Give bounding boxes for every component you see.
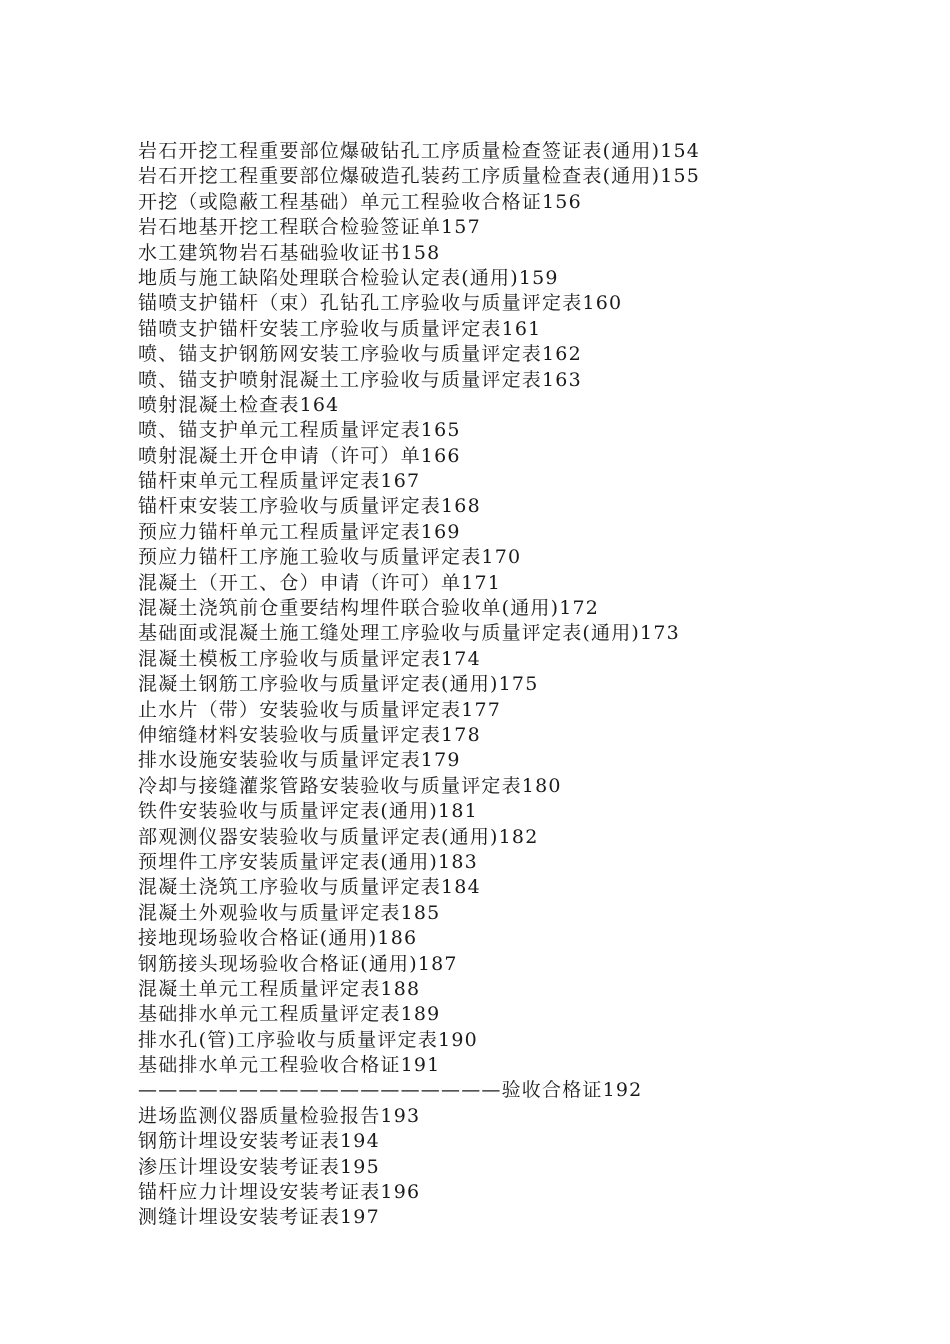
toc-entry: 岩石开挖工程重要部位爆破钻孔工序质量检查签证表(通用)154: [138, 140, 701, 162]
toc-entry: 地质与施工缺陷处理联合检验认定表(通用)159: [138, 266, 559, 289]
toc-entry: 混凝土外观验收与质量评定表185: [138, 901, 441, 924]
toc-entry: 钢筋接头现场验收合格证(通用)187: [138, 952, 458, 975]
toc-entry: 钢筋计埋设安装考证表194: [138, 1130, 380, 1153]
toc-entry: 喷射混凝土检查表164: [138, 393, 340, 416]
toc-entry: 喷、锚支护单元工程质量评定表165: [138, 419, 461, 442]
toc-entry: 伸缩缝材料安装验收与质量评定表178: [138, 723, 481, 746]
toc-entry: 铁件安装验收与质量评定表(通用)181: [138, 800, 478, 823]
toc-entry: 喷射混凝土开仓申请（许可）单166: [138, 444, 461, 467]
toc-entry: 锚喷支护锚杆安装工序验收与质量评定表161: [138, 317, 542, 340]
toc-entry: 锚杆束安装工序验收与质量评定表168: [138, 495, 481, 518]
toc-entry: 测缝计埋设安装考证表197: [138, 1206, 380, 1229]
toc-entry: 排水孔(管)工序验收与质量评定表190: [138, 1028, 478, 1051]
toc-entry: 部观测仪器安装验收与质量评定表(通用)182: [138, 825, 539, 848]
toc-entry: 混凝土模板工序验收与质量评定表174: [138, 647, 481, 670]
toc-entry: 排水设施安装验收与质量评定表179: [138, 749, 461, 772]
toc-entry: 混凝土浇筑前仓重要结构埋件联合验收单(通用)172: [138, 597, 600, 620]
toc-entry: 冷却与接缝灌浆管路安装验收与质量评定表180: [138, 774, 562, 797]
toc-entry: 预埋件工序安装质量评定表(通用)183: [138, 850, 478, 873]
table-of-contents: [138, 139, 928, 1231]
toc-entry: 混凝土单元工程质量评定表188: [138, 977, 421, 1000]
toc-entry: 渗压计埋设安装考证表195: [138, 1155, 380, 1178]
toc-entry: 止水片（带）安装验收与质量评定表177: [138, 698, 502, 721]
toc-entry: 开挖（或隐蔽工程基础）单元工程验收合格证156: [138, 190, 582, 213]
toc-entry: 预应力锚杆单元工程质量评定表169: [138, 520, 461, 543]
toc-entry: 混凝土（开工、仓）申请（许可）单171: [138, 571, 502, 594]
toc-entry: 基础面或混凝土施工缝处理工序验收与质量评定表(通用)173: [138, 622, 680, 645]
toc-entry: 基础排水单元工程验收合格证191: [138, 1054, 441, 1077]
toc-entry: 锚杆应力计埋设安装考证表196: [138, 1181, 421, 1204]
toc-entry: 基础排水单元工程质量评定表189: [138, 1003, 441, 1026]
toc-entry: 喷、锚支护喷射混凝土工序验收与质量评定表163: [138, 368, 582, 391]
toc-entry: 锚喷支护锚杆（束）孔钻孔工序验收与质量评定表160: [138, 292, 623, 315]
toc-entry: 进场监测仪器质量检验报告193: [138, 1104, 421, 1127]
toc-entry: 接地现场验收合格证(通用)186: [138, 927, 418, 950]
toc-entry: ——————————————————验收合格证192: [138, 1079, 643, 1102]
toc-entry: 混凝土浇筑工序验收与质量评定表184: [138, 876, 481, 899]
toc-entry: 混凝土钢筋工序验收与质量评定表(通用)175: [138, 673, 539, 696]
toc-entry: 锚杆束单元工程质量评定表167: [138, 470, 421, 493]
toc-entry: 水工建筑物岩石基础验收证书158: [138, 241, 441, 264]
toc-entry: 岩石地基开挖工程联合检验签证单157: [138, 216, 481, 239]
toc-entry: 预应力锚杆工序施工验收与质量评定表170: [138, 546, 522, 569]
toc-entry: 岩石开挖工程重要部位爆破造孔装药工序质量检查表(通用)155: [138, 165, 701, 188]
toc-entry: 喷、锚支护钢筋网安装工序验收与质量评定表162: [138, 343, 582, 366]
